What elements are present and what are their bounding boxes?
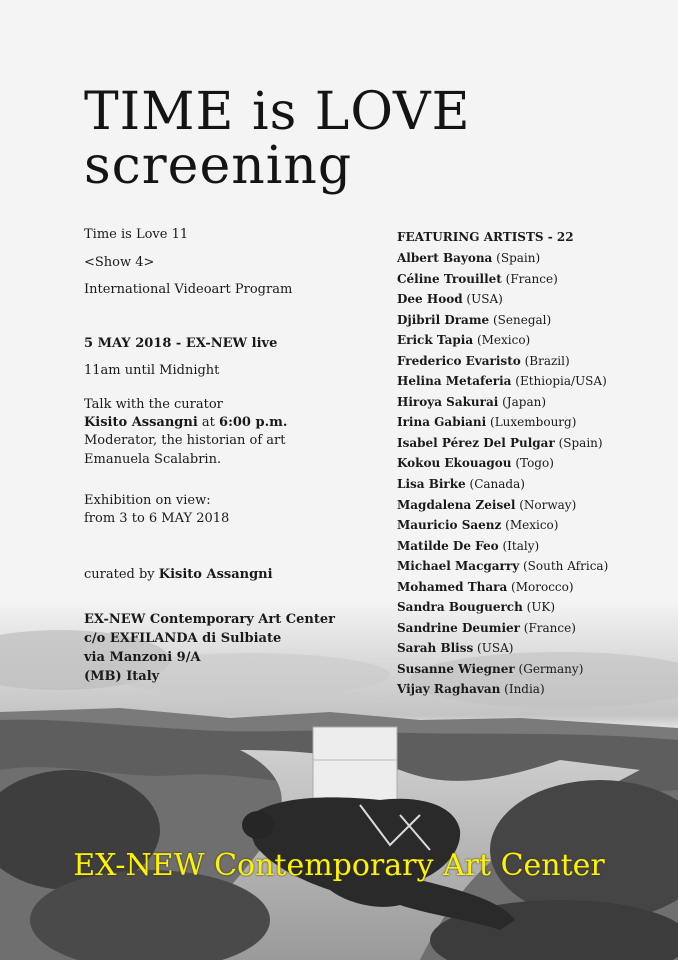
curated-prefix: curated by bbox=[84, 567, 159, 582]
artist-row bbox=[397, 453, 677, 474]
artist-country: (Mexico) bbox=[505, 518, 559, 533]
curated-name: Kisito Assangni bbox=[158, 567, 273, 582]
artist-country: (Spain) bbox=[496, 251, 541, 265]
artist-country: (France) bbox=[523, 620, 576, 635]
artist-country: (South Africa) bbox=[523, 559, 609, 574]
artist-row bbox=[397, 618, 677, 639]
artist-row bbox=[397, 310, 677, 331]
artist-name: Sarah Bliss bbox=[397, 641, 474, 656]
artist-row bbox=[397, 556, 677, 577]
exhibition-block bbox=[84, 492, 384, 528]
artist-country: (Germany) bbox=[518, 661, 584, 676]
artist-name: Irina Gabiani bbox=[397, 415, 487, 430]
artist-country: (Italy) bbox=[502, 538, 540, 553]
venue-line-1: EX-NEW Contemporary Art Center bbox=[84, 612, 335, 627]
artist-row bbox=[397, 536, 677, 557]
artist-row bbox=[397, 577, 677, 598]
event-hours: 11am until Midnight bbox=[84, 363, 220, 378]
artist-row bbox=[397, 330, 677, 351]
artist-name: Lisa Birke bbox=[397, 477, 466, 492]
talk-curator: Kisito Assangni bbox=[84, 415, 198, 431]
featuring-artists bbox=[397, 227, 677, 700]
artist-row bbox=[397, 412, 677, 433]
artist-country: (USA) bbox=[477, 641, 514, 656]
artist-name: Mauricio Saenz bbox=[397, 518, 502, 533]
artist-name: Mohamed Thara bbox=[397, 579, 508, 594]
moderator-name: Emanuela Scalabrin. bbox=[84, 451, 222, 467]
artist-country: (France) bbox=[505, 271, 558, 286]
talk-curator-line bbox=[84, 414, 384, 432]
artist-name: Susanne Wiegner bbox=[397, 661, 515, 676]
artist-name: Djibril Drame bbox=[397, 312, 490, 327]
program-type: International Videoart Program bbox=[84, 282, 293, 297]
artist-name: Sandra Bouguerch bbox=[397, 600, 523, 615]
venue-block bbox=[84, 611, 384, 686]
artist-name: Isabel Pérez Del Pulgar bbox=[397, 435, 555, 450]
moderator-line: Moderator, the historian of art bbox=[84, 433, 286, 449]
title-line-2: screening bbox=[84, 136, 353, 196]
artist-country: (Luxembourg) bbox=[490, 415, 577, 430]
title-line-1: TIME is LOVE bbox=[84, 82, 471, 142]
artist-row bbox=[397, 371, 677, 392]
artist-name: Sandrine Deumier bbox=[397, 620, 520, 635]
artist-country: (India) bbox=[504, 682, 545, 697]
artist-row bbox=[397, 659, 677, 680]
featuring-header: FEATURING ARTISTS - 22 bbox=[397, 230, 574, 244]
venue-line-2: c/o EXFILANDA di Sulbiate bbox=[84, 630, 282, 646]
artist-name: Céline Trouillet bbox=[397, 271, 502, 286]
program-name: Time is Love 11 bbox=[84, 227, 189, 242]
artist-row bbox=[397, 248, 677, 269]
artist-country: (Togo) bbox=[515, 456, 554, 471]
artist-name: Dee Hood bbox=[397, 292, 463, 307]
artist-country: (Norway) bbox=[519, 497, 577, 512]
artist-country: (Spain) bbox=[558, 435, 603, 450]
artist-row bbox=[397, 433, 677, 454]
talk-at: at bbox=[197, 415, 220, 431]
exhibition-line-2: from 3 to 6 MAY 2018 bbox=[84, 511, 230, 527]
artist-name: Michael Macgarry bbox=[397, 559, 520, 574]
artist-name: Matilde De Feo bbox=[397, 538, 499, 553]
artist-country: (UK) bbox=[526, 600, 556, 615]
bottom-banner: EX-NEW Contemporary Art Center bbox=[73, 848, 605, 883]
artist-country: (Japan) bbox=[502, 394, 547, 409]
artist-name: Albert Bayona bbox=[397, 251, 493, 265]
artist-country: (Canada) bbox=[469, 477, 525, 492]
event-date: 5 MAY 2018 - EX-NEW live bbox=[84, 336, 278, 351]
artist-list bbox=[397, 248, 677, 700]
artist-name: Vijay Raghavan bbox=[397, 682, 501, 697]
exhibition-line-1: Exhibition on view: bbox=[84, 493, 211, 508]
artist-row bbox=[397, 515, 677, 536]
artist-row bbox=[397, 679, 677, 700]
artist-row bbox=[397, 474, 677, 495]
artist-country: (Senegal) bbox=[492, 312, 552, 327]
venue-line-4: (MB) Italy bbox=[84, 668, 160, 684]
artist-name: Magdalena Zeisel bbox=[397, 497, 516, 512]
artist-name: Erick Tapia bbox=[397, 333, 474, 348]
artist-name: Kokou Ekouagou bbox=[397, 456, 512, 471]
curated-by bbox=[84, 566, 384, 584]
venue-line-3: via Manzoni 9/A bbox=[84, 649, 201, 665]
artist-country: (Brazil) bbox=[524, 353, 570, 368]
artist-country: (Ethiopia/USA) bbox=[515, 374, 607, 389]
artist-country: (USA) bbox=[466, 292, 503, 307]
talk-block bbox=[84, 396, 384, 469]
artist-row bbox=[397, 495, 677, 516]
artist-name: Helina Metaferia bbox=[397, 374, 512, 389]
artist-name: Frederico Evaristo bbox=[397, 353, 521, 368]
artist-row bbox=[397, 269, 677, 290]
artist-row bbox=[397, 351, 677, 372]
artist-row bbox=[397, 289, 677, 310]
program-show: <Show 4> bbox=[84, 255, 155, 270]
talk-prefix: Talk with the curator bbox=[84, 397, 223, 412]
artist-country: (Mexico) bbox=[476, 333, 531, 348]
artist-country: (Morocco) bbox=[511, 579, 574, 594]
talk-time: 6:00 p.m. bbox=[219, 415, 288, 431]
artist-row bbox=[397, 392, 677, 413]
artist-row bbox=[397, 638, 677, 659]
artist-name: Hiroya Sakurai bbox=[397, 394, 499, 409]
artist-row bbox=[397, 597, 677, 618]
